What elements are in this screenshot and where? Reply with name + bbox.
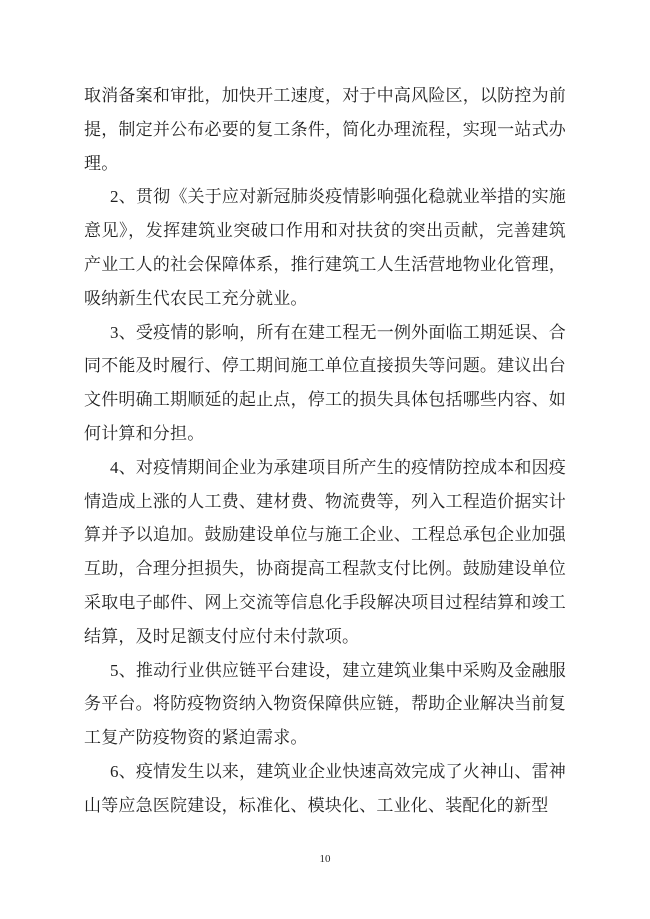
paragraph-item-5: 5、推动行业供应链平台建设，建立建筑业集中采购及金融服务平台。将防疫物资纳入物资保障供应链，帮助企业解决当前复工复产防疫物资的紧迫需求。: [84, 660, 566, 748]
paragraph-item-4: 4、对疫情期间企业为承建项目所产生的疫情防控成本和因疫情造成上涨的人工费、建材费、物流费等，列入工程造价据实计算并予以追加。鼓励建设单位与施工企业、工程总承包企业加强互助，合理分担损失，协商提高工程款支付比例。鼓励建设单位采取电子邮件、网上交流等信息化手段解决项目过程结算和竣工结算，及时足额支付应付未付款项。: [84, 457, 566, 646]
paragraph-item-6: 6、疫情发生以来，建筑业企业快速高效完成了火神山、雷神山等应急医院建设，标准化、模块化、工业化、装配化的新型: [84, 761, 566, 815]
paragraph-item-3: 3、受疫情的影响，所有在建工程无一例外面临工期延误、合同不能及时履行、停工期间施工单位直接损失等问题。建议出台文件明确工期顺延的起止点，停工的损失具体包括哪些内容、如何计算和分担。: [84, 322, 566, 443]
page-number: 10: [319, 853, 331, 865]
document-body: [84, 79, 566, 823]
paragraph-item-2: 2、贯彻《关于应对新冠肺炎疫情影响强化稳就业举措的实施意见》，发挥建筑业突破口作用和对扶贫的突出贡献，完善建筑产业工人的社会保障体系，推行建筑工人生活营地物业化管理，吸纳新生代农民工充分就业。: [84, 187, 566, 308]
paragraph-continuation: 取消备案和审批，加快开工速度，对于中高风险区，以防控为前提，制定并公布必要的复工条件，简化办理流程，实现一站式办理。: [84, 86, 566, 173]
